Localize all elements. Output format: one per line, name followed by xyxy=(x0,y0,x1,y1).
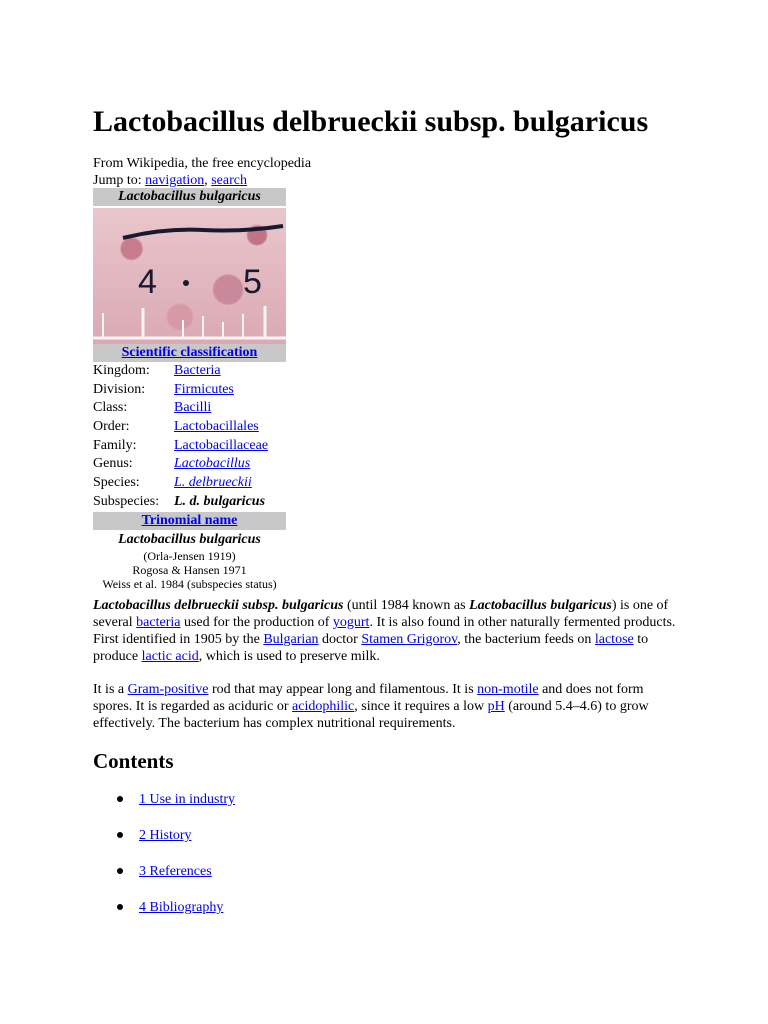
genus-link[interactable]: Lactobacillus xyxy=(174,456,251,472)
micrograph-overlay xyxy=(93,208,286,344)
taxo-label: Subspecies: xyxy=(93,493,160,509)
table-of-contents xyxy=(93,780,235,924)
class-link[interactable]: Bacilli xyxy=(174,400,212,416)
taxobox xyxy=(93,188,286,591)
toc-item xyxy=(93,816,235,852)
bulgarian-link[interactable]: Bulgarian xyxy=(263,632,319,647)
bold-term: Lactobacillus delbrueckii subsp. bulgaricus xyxy=(93,598,344,613)
tagline: From Wikipedia, the free encyclopedia xyxy=(93,156,312,171)
toc-link-bibliography[interactable]: 4 Bibliography xyxy=(139,900,224,915)
bold-term: Lactobacillus bulgaricus xyxy=(469,598,612,613)
taxo-label: Family: xyxy=(93,437,137,453)
text-run: rod that may appear long and filamentous. It is xyxy=(208,682,478,697)
text-run: . It is also found in other naturally fermented products. First identified in 1905 by the xyxy=(93,615,676,647)
classification-heading xyxy=(93,344,286,362)
text-run: It is a xyxy=(93,682,128,697)
lactic-acid-link[interactable]: lactic acid xyxy=(141,649,199,664)
trinomial-heading xyxy=(93,512,286,530)
ph-link[interactable]: pH xyxy=(487,699,505,714)
jump-links xyxy=(93,172,311,189)
taxo-row-class xyxy=(93,399,286,418)
taxo-row-division xyxy=(93,381,286,400)
bullet-icon xyxy=(117,832,123,838)
text-run: , since it requires a low xyxy=(354,699,488,714)
subspecies-value: L. d. bulgaricus xyxy=(174,493,266,509)
order-link[interactable]: Lactobacillales xyxy=(174,419,259,435)
text-run: doctor xyxy=(318,632,362,647)
family-link[interactable]: Lactobacillaceae xyxy=(174,437,269,453)
scale-number-5: 5 xyxy=(243,263,262,301)
bullet-icon xyxy=(117,796,123,802)
stamen-grigorov-link[interactable]: Stamen Grigorov xyxy=(361,632,458,647)
taxo-label: Class: xyxy=(93,400,128,416)
taxo-row-subspecies xyxy=(93,493,286,512)
taxobox-header: Lactobacillus bulgaricus xyxy=(93,188,286,206)
bullet-icon xyxy=(117,868,123,874)
jump-prefix: Jump to: xyxy=(93,173,146,188)
contents-heading: Contents xyxy=(93,749,174,773)
text-run: (until 1984 known as xyxy=(343,598,470,613)
text-run: used for the production of xyxy=(180,615,333,630)
toc-item xyxy=(93,852,235,888)
taxo-label: Order: xyxy=(93,419,130,435)
acidophilic-link[interactable]: acidophilic xyxy=(292,699,355,714)
text-run: and does not form spores. It is regarded as aciduric or xyxy=(93,682,644,714)
lactose-link[interactable]: lactose xyxy=(594,632,634,647)
taxo-label: Species: xyxy=(93,475,140,491)
subtitle-block xyxy=(93,155,311,189)
scale-number-4: 4 xyxy=(138,263,157,301)
text-run: , which is used to preserve milk. xyxy=(198,649,380,664)
taxo-row-kingdom xyxy=(93,362,286,381)
navigation-link[interactable]: navigation xyxy=(145,173,205,188)
toc-link-use-in-industry[interactable]: 1 Use in industry xyxy=(139,792,236,807)
trinomial-block xyxy=(93,530,286,591)
toc-link-references[interactable]: 3 References xyxy=(139,864,212,879)
text-run: (around 5.4–4.6) to grow effectively. The bacterium has complex nutritional requirements. xyxy=(93,699,649,731)
trinomial-name: Lactobacillus bulgaricus xyxy=(118,531,261,547)
kingdom-link[interactable]: Bacteria xyxy=(174,363,221,378)
toc-item xyxy=(93,780,235,816)
description-paragraph xyxy=(93,681,683,732)
trinomial-name-link[interactable]: Trinomial name xyxy=(141,512,238,528)
bacteria-link[interactable]: bacteria xyxy=(136,615,181,630)
division-link[interactable]: Firmicutes xyxy=(174,381,234,397)
page-title: Lactobacillus delbrueckii subsp. bulgaricus xyxy=(93,105,649,138)
taxo-row-order xyxy=(93,418,286,437)
authority-line: Rogosa & Hansen 1971 xyxy=(132,562,247,577)
toc-item xyxy=(93,888,235,924)
text-run: , the bacterium feeds on xyxy=(457,632,595,647)
toc-link-history[interactable]: 2 History xyxy=(139,828,192,843)
intro-paragraph xyxy=(93,597,683,665)
taxo-row-family xyxy=(93,437,286,456)
text-run: to produce xyxy=(93,632,649,664)
search-link[interactable]: search xyxy=(211,173,247,188)
micrograph-image[interactable] xyxy=(93,208,286,344)
non-motile-link[interactable]: non-motile xyxy=(477,682,539,697)
gram-positive-link[interactable]: Gram-positive xyxy=(127,682,209,697)
authority-line: (Orla-Jensen 1919) xyxy=(143,548,236,563)
jump-separator: , xyxy=(204,173,212,188)
text-run: ) is one of several xyxy=(93,598,669,630)
taxo-label: Kingdom: xyxy=(93,363,150,378)
authority-line: Weiss et al. 1984 (subspecies status) xyxy=(102,576,277,591)
taxo-row-genus xyxy=(93,455,286,474)
taxo-label: Genus: xyxy=(93,456,133,472)
bullet-icon xyxy=(117,904,123,910)
species-link[interactable]: L. delbrueckii xyxy=(174,475,252,491)
scientific-classification-link[interactable]: Scientific classification xyxy=(121,345,258,360)
taxo-row-species xyxy=(93,474,286,493)
yogurt-link[interactable]: yogurt xyxy=(332,615,370,630)
taxo-label: Division: xyxy=(93,381,146,397)
